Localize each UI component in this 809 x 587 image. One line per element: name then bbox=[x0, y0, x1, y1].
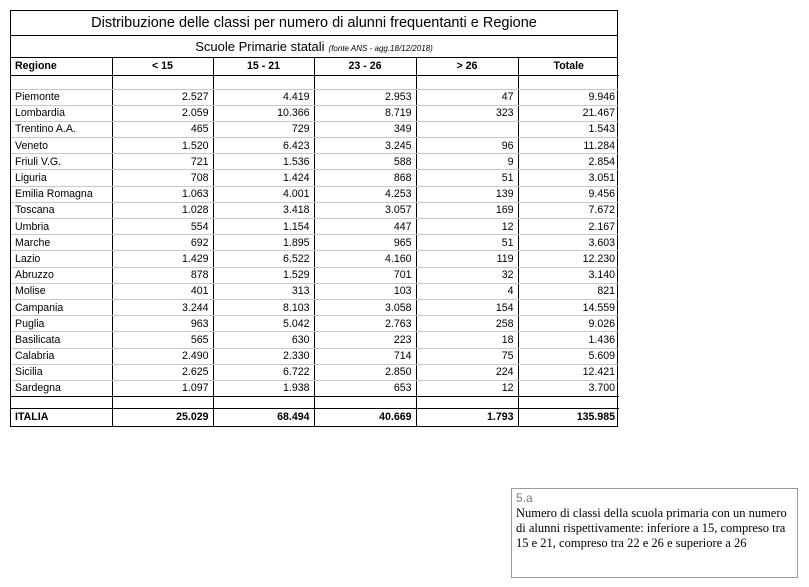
table-row bbox=[11, 348, 619, 364]
value-cell: 708 bbox=[112, 170, 213, 186]
value-cell: 68.494 bbox=[213, 409, 314, 426]
value-cell: 10.366 bbox=[213, 105, 314, 121]
region-cell: Umbria bbox=[11, 219, 112, 235]
value-cell: 1.154 bbox=[213, 219, 314, 235]
table-row bbox=[11, 154, 619, 170]
value-cell: 692 bbox=[112, 235, 213, 251]
value-cell: 1.063 bbox=[112, 186, 213, 202]
caption-code: 5.a bbox=[516, 491, 533, 505]
value-cell: 12 bbox=[416, 219, 518, 235]
caption-box bbox=[511, 488, 798, 578]
value-cell: 565 bbox=[112, 332, 213, 348]
value-cell: 12 bbox=[416, 380, 518, 396]
spacer-row bbox=[11, 397, 619, 409]
value-cell: 5.609 bbox=[518, 348, 619, 364]
value-cell: 1.436 bbox=[518, 332, 619, 348]
value-cell: 4.001 bbox=[213, 186, 314, 202]
table-row bbox=[11, 283, 619, 299]
region-cell: Friuli V.G. bbox=[11, 154, 112, 170]
value-cell: 729 bbox=[213, 121, 314, 137]
caption-text: Numero di classi della scuola primaria con un numero di alunni rispettivamente: inferiore a 15, compreso tra 15 e 21, compreso tra 22 e 26 e superiore a 26 bbox=[516, 506, 787, 550]
value-cell: 9.946 bbox=[518, 89, 619, 105]
value-cell: 119 bbox=[416, 251, 518, 267]
region-cell: Puglia bbox=[11, 316, 112, 332]
value-cell: 154 bbox=[416, 299, 518, 315]
value-cell: 12.230 bbox=[518, 251, 619, 267]
table-body bbox=[11, 75, 619, 426]
value-cell: 40.669 bbox=[314, 409, 416, 426]
value-cell: 4.160 bbox=[314, 251, 416, 267]
value-cell: 323 bbox=[416, 105, 518, 121]
header-row bbox=[11, 58, 619, 75]
value-cell: 7.672 bbox=[518, 202, 619, 218]
value-cell: 3.418 bbox=[213, 202, 314, 218]
value-cell: 554 bbox=[112, 219, 213, 235]
header-cell: Regione bbox=[11, 58, 112, 75]
table-row bbox=[11, 299, 619, 315]
value-cell: 8.719 bbox=[314, 105, 416, 121]
value-cell: 653 bbox=[314, 380, 416, 396]
table-row bbox=[11, 316, 619, 332]
value-cell: 1.895 bbox=[213, 235, 314, 251]
region-cell: Veneto bbox=[11, 138, 112, 154]
region-cell: Trentino A.A. bbox=[11, 121, 112, 137]
value-cell: 3.058 bbox=[314, 299, 416, 315]
value-cell: 588 bbox=[314, 154, 416, 170]
value-cell: 51 bbox=[416, 170, 518, 186]
value-cell: 2.167 bbox=[518, 219, 619, 235]
header-cell: 15 - 21 bbox=[213, 58, 314, 75]
value-cell: 965 bbox=[314, 235, 416, 251]
region-cell: Basilicata bbox=[11, 332, 112, 348]
value-cell: 224 bbox=[416, 364, 518, 380]
table-row bbox=[11, 202, 619, 218]
value-cell: 32 bbox=[416, 267, 518, 283]
value-cell: 1.529 bbox=[213, 267, 314, 283]
value-cell: 2.330 bbox=[213, 348, 314, 364]
value-cell: 3.057 bbox=[314, 202, 416, 218]
header-cell: 23 - 26 bbox=[314, 58, 416, 75]
value-cell: 714 bbox=[314, 348, 416, 364]
value-cell: 1.424 bbox=[213, 170, 314, 186]
value-cell: 2.854 bbox=[518, 154, 619, 170]
data-table-sheet bbox=[10, 10, 618, 427]
header-cell: < 15 bbox=[112, 58, 213, 75]
region-cell: ITALIA bbox=[15, 411, 49, 424]
value-cell: 12.421 bbox=[518, 364, 619, 380]
value-cell: 465 bbox=[112, 121, 213, 137]
value-cell: 1.097 bbox=[112, 380, 213, 396]
value-cell: 3.140 bbox=[518, 267, 619, 283]
value-cell: 349 bbox=[314, 121, 416, 137]
value-cell: 2.850 bbox=[314, 364, 416, 380]
value-cell: 2.763 bbox=[314, 316, 416, 332]
value-cell: 4.419 bbox=[213, 89, 314, 105]
table-row bbox=[11, 138, 619, 154]
value-cell: 1.543 bbox=[518, 121, 619, 137]
table-row bbox=[11, 364, 619, 380]
value-cell: 9 bbox=[416, 154, 518, 170]
value-cell: 2.953 bbox=[314, 89, 416, 105]
value-cell: 5.042 bbox=[213, 316, 314, 332]
table-row bbox=[11, 186, 619, 202]
value-cell: 139 bbox=[416, 186, 518, 202]
value-cell: 2.059 bbox=[112, 105, 213, 121]
header-cell: Totale bbox=[518, 58, 619, 75]
value-cell: 103 bbox=[314, 283, 416, 299]
value-cell: 1.028 bbox=[112, 202, 213, 218]
source-note: (fonte ANS - agg.18/12/2018) bbox=[328, 44, 433, 53]
region-cell: Toscana bbox=[11, 202, 112, 218]
value-cell: 1.520 bbox=[112, 138, 213, 154]
table-row bbox=[11, 380, 619, 396]
value-cell: 2.527 bbox=[112, 89, 213, 105]
value-cell: 18 bbox=[416, 332, 518, 348]
value-cell: 630 bbox=[213, 332, 314, 348]
classes-table bbox=[11, 58, 619, 426]
value-cell: 8.103 bbox=[213, 299, 314, 315]
value-cell: 2.625 bbox=[112, 364, 213, 380]
value-cell: 868 bbox=[314, 170, 416, 186]
value-cell: 4 bbox=[416, 283, 518, 299]
value-cell: 6.423 bbox=[213, 138, 314, 154]
table-subtitle-row bbox=[11, 36, 617, 58]
value-cell: 1.793 bbox=[416, 409, 518, 426]
value-cell: 821 bbox=[518, 283, 619, 299]
value-cell: 4.253 bbox=[314, 186, 416, 202]
table-row bbox=[11, 89, 619, 105]
value-cell: 11.284 bbox=[518, 138, 619, 154]
value-cell: 701 bbox=[314, 267, 416, 283]
header-cell: > 26 bbox=[416, 58, 518, 75]
table-title: Distribuzione delle classi per numero di alunni frequentanti e Regione bbox=[11, 11, 617, 36]
value-cell: 9.026 bbox=[518, 316, 619, 332]
region-cell: Lazio bbox=[11, 251, 112, 267]
value-cell: 223 bbox=[314, 332, 416, 348]
table-row bbox=[11, 170, 619, 186]
region-cell: Sicilia bbox=[11, 364, 112, 380]
value-cell: 963 bbox=[112, 316, 213, 332]
value-cell: 1.536 bbox=[213, 154, 314, 170]
table-row bbox=[11, 121, 619, 137]
region-cell: Liguria bbox=[11, 170, 112, 186]
value-cell: 258 bbox=[416, 316, 518, 332]
region-cell: Abruzzo bbox=[11, 267, 112, 283]
region-cell: Sardegna bbox=[11, 380, 112, 396]
value-cell: 21.467 bbox=[518, 105, 619, 121]
value-cell: 135.985 bbox=[518, 409, 619, 426]
value-cell: 3.244 bbox=[112, 299, 213, 315]
value-cell: 9.456 bbox=[518, 186, 619, 202]
value-cell: 14.559 bbox=[518, 299, 619, 315]
value-cell: 96 bbox=[416, 138, 518, 154]
table-row bbox=[11, 267, 619, 283]
region-cell: Calabria bbox=[11, 348, 112, 364]
value-cell: 47 bbox=[416, 89, 518, 105]
table-row bbox=[11, 105, 619, 121]
value-cell: 51 bbox=[416, 235, 518, 251]
value-cell: 721 bbox=[112, 154, 213, 170]
value-cell: 1.938 bbox=[213, 380, 314, 396]
value-cell: 878 bbox=[112, 267, 213, 283]
value-cell: 447 bbox=[314, 219, 416, 235]
value-cell bbox=[416, 121, 518, 137]
value-cell: 401 bbox=[112, 283, 213, 299]
region-cell: Lombardia bbox=[11, 105, 112, 121]
table-row bbox=[11, 235, 619, 251]
region-cell: Campania bbox=[11, 299, 112, 315]
table-row bbox=[11, 332, 619, 348]
region-cell: Marche bbox=[11, 235, 112, 251]
total-row bbox=[11, 409, 619, 426]
value-cell: 6.522 bbox=[213, 251, 314, 267]
value-cell: 25.029 bbox=[112, 409, 213, 426]
region-cell: Piemonte bbox=[11, 89, 112, 105]
table-row bbox=[11, 219, 619, 235]
table-subtitle: Scuole Primarie statali bbox=[195, 39, 325, 54]
value-cell: 313 bbox=[213, 283, 314, 299]
value-cell: 3.051 bbox=[518, 170, 619, 186]
value-cell: 3.603 bbox=[518, 235, 619, 251]
value-cell: 3.245 bbox=[314, 138, 416, 154]
value-cell: 1.429 bbox=[112, 251, 213, 267]
spacer-row bbox=[11, 75, 619, 89]
value-cell: 75 bbox=[416, 348, 518, 364]
value-cell: 6.722 bbox=[213, 364, 314, 380]
value-cell: 3.700 bbox=[518, 380, 619, 396]
region-cell: Molise bbox=[11, 283, 112, 299]
region-cell: Emilia Romagna bbox=[11, 186, 112, 202]
value-cell: 169 bbox=[416, 202, 518, 218]
value-cell: 2.490 bbox=[112, 348, 213, 364]
table-row bbox=[11, 251, 619, 267]
